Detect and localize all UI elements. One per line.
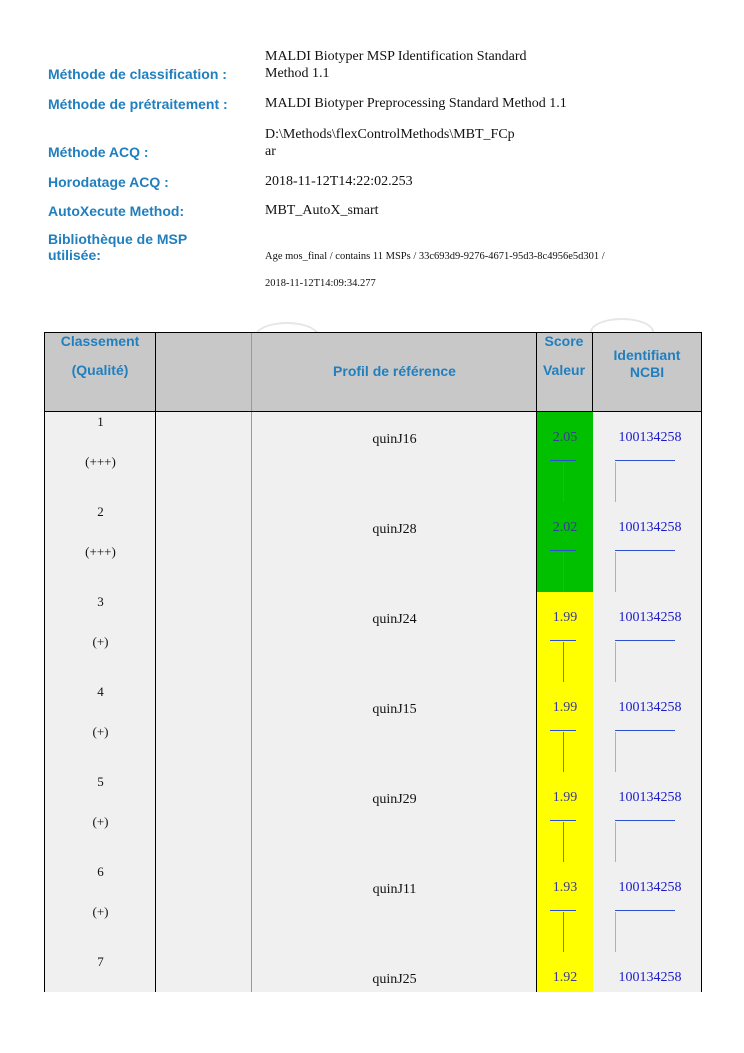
rank-number: 4: [97, 684, 104, 699]
score-value: 1.92: [552, 970, 578, 985]
msp-library-label: Bibliothèque de MSP utilisée:: [48, 231, 188, 263]
score-value: 1.99: [552, 700, 578, 715]
quality-indicator: (+): [92, 634, 109, 649]
msp-library-date: 2018-11-12T14:09:34.277: [265, 278, 376, 289]
reference-profile: quinJ25: [372, 972, 417, 987]
table-row: [45, 502, 701, 593]
acq-method-label: Méthode ACQ :: [48, 144, 149, 160]
table-row: [45, 682, 701, 773]
acq-timestamp-label: Horodatage ACQ :: [48, 174, 169, 190]
table-row: [45, 952, 701, 992]
ncbi-link[interactable]: 100134258: [618, 520, 682, 535]
rank-number: 1: [97, 414, 104, 429]
table-row: [45, 862, 701, 953]
header-rank: Classement (Qualité): [60, 333, 140, 378]
rank-number: 2: [97, 504, 104, 519]
preprocessing-method-label: Méthode de prétraitement :: [48, 96, 228, 112]
score-cell: [537, 862, 593, 952]
score-cell: [537, 412, 593, 502]
score-value: 1.93: [552, 880, 578, 895]
reference-profile: quinJ28: [372, 522, 417, 537]
score-cell: [537, 592, 593, 682]
acq-timestamp-value: 2018-11-12T14:22:02.253: [265, 174, 413, 189]
table-row: [45, 772, 701, 863]
score-cell: [537, 682, 593, 772]
results-table: [44, 332, 702, 992]
header-profile: Profil de référence: [333, 363, 456, 379]
header-ncbi: Identifiant NCBI: [613, 347, 681, 380]
ncbi-link[interactable]: 100134258: [618, 880, 682, 895]
rank-number: 5: [97, 774, 104, 789]
table-row: [45, 412, 701, 503]
reference-profile: quinJ16: [372, 432, 417, 447]
msp-library-value: Age mos_final / contains 11 MSPs / 33c693d9-9276-4671-95d3-8c4956e5d301 /: [265, 251, 605, 262]
reference-profile: quinJ15: [372, 702, 417, 717]
ncbi-link[interactable]: 100134258: [618, 430, 682, 445]
score-value: 2.02: [552, 520, 578, 535]
ncbi-link[interactable]: 100134258: [618, 970, 682, 985]
score-cell: [537, 502, 593, 592]
quality-indicator: (+): [92, 814, 109, 829]
score-value: 1.99: [552, 790, 578, 805]
acq-method-value: D:\Methods\flexControlMethods\MBT_FCp ar: [265, 127, 515, 159]
ncbi-link[interactable]: 100134258: [618, 790, 682, 805]
autoxecute-method-value: MBT_AutoX_smart: [265, 203, 379, 218]
quality-indicator: (+): [92, 904, 109, 919]
preprocessing-method-value: MALDI Biotyper Preprocessing Standard Method 1.1: [265, 96, 567, 111]
reference-profile: quinJ29: [372, 792, 417, 807]
quality-indicator: (+++): [85, 544, 116, 559]
rank-number: 7: [97, 954, 104, 969]
ncbi-link[interactable]: 100134258: [618, 610, 682, 625]
ncbi-link[interactable]: 100134258: [618, 700, 682, 715]
score-value: 1.99: [552, 610, 578, 625]
reference-profile: quinJ24: [372, 612, 417, 627]
table-header: [45, 333, 701, 412]
rank-number: 6: [97, 864, 104, 879]
score-cell: [537, 952, 593, 992]
autoxecute-method-label: AutoXecute Method:: [48, 203, 185, 219]
rank-number: 3: [97, 594, 104, 609]
reference-profile: quinJ11: [372, 882, 417, 897]
classification-method-value: MALDI Biotyper MSP Identification Standard Method 1.1: [265, 49, 527, 81]
quality-indicator: (+++): [85, 454, 116, 469]
table-row: [45, 592, 701, 683]
quality-indicator: (+): [92, 724, 109, 739]
score-value: 2.05: [552, 430, 578, 445]
score-cell: [537, 772, 593, 862]
header-score: Score Valeur: [542, 333, 586, 378]
classification-method-label: Méthode de classification :: [48, 66, 227, 82]
